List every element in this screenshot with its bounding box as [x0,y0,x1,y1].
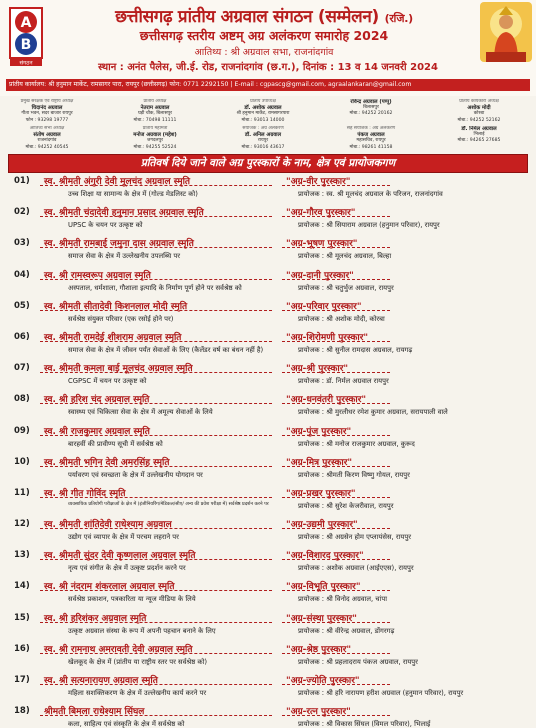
award-item [0,390,536,421]
award-name: श्रीमती बिमला राधेश्याम सिंघल [44,707,145,718]
award-description: उत्कृष्ट अग्रवाल संस्था के रूप में अपनी पहचान बनाने के लिए [68,626,216,635]
page-title: छत्तीसगढ़ प्रांतीय अग्रवाल संगठन (सम्मेलन) (रजि.) [115,7,413,27]
award-title: "अग्र-उद्यमी पुरस्कार" [286,520,358,531]
logo-caption: संगठन [19,60,33,67]
award-title: "अग्र-भूषण पुरस्कार" [286,239,358,250]
award-name-underline [40,559,272,560]
officer-entry [434,126,524,145]
registration-suffix: (रजि.) [384,12,413,25]
award-title: "अग्र-विभूति पुरस्कार" [286,582,361,593]
award-title-underline [282,247,390,248]
award-title: "अग्र-संस्था पुरस्कार" [286,613,357,624]
organization-logo [6,6,46,68]
award-item [0,422,536,453]
award-title: "अग्र-दानी पुरस्कार" [286,270,354,281]
officer-entry [110,99,200,124]
officer-phone: मोबा.: 94255 52524 [133,144,177,150]
header [0,0,536,96]
event-subtitle: छत्तीसगढ़ स्तरीय अष्टम् अग्र अलंकरण समारोह 2024 [139,28,389,43]
award-number: 13) [14,550,30,561]
award-description: समाज सेवा के क्षेत्र में उल्लेखनीय उपलब्धि पर [68,252,180,261]
officer-info: जगदलपुर [146,138,164,144]
award-name-underline [40,684,272,685]
officer-entry [326,99,416,118]
officer-entry [434,99,524,124]
award-name: स्व. श्रीमती भगिन देवी अमरसिंह स्मृति [44,457,170,468]
award-number: 16) [14,643,30,654]
award-item [0,266,536,297]
award-item [0,203,536,234]
officer-name: नेतराम अग्रवाल [140,105,170,112]
award-title: "अग्र-धनवंतरी पुरस्कार" [286,395,367,406]
award-name: स्व. श्री हरिश चंद अग्रवाल स्मृति [44,395,150,406]
venue-line: स्थान : अनंत पैलेस, जी.ई. रोड, राजनांदगांव (छ.ग.), दिनांक : 13 व 14 जनवरी 2024 [98,62,438,73]
award-sponsor: प्रायोजक : श्रीमती किरण विष्णु गोयल, रायपुर [298,470,410,479]
award-name: स्व. श्री रामस्वरूप अग्रवाल स्मृति [44,270,151,281]
award-title: "अग्र-रत्न पुरस्कार" [286,707,351,718]
award-number: 11) [14,487,30,498]
award-title: "अग्र-परिवार पुरस्कार" [286,301,362,312]
award-name-underline [40,466,272,467]
award-sponsor: प्रायोजक : अशोक अग्रवाल (आईएएस), रायपुर [298,564,414,573]
award-name: स्व. श्री सत्यनारायण अग्रवाल स्मृति [44,676,158,686]
award-number: 06) [14,331,30,342]
deity-image [480,2,532,62]
award-item [0,172,536,203]
award-item [0,359,536,390]
officer-name: पंकज अग्रवाल [357,132,385,139]
award-description: UPSC के चयन पर उत्कृष्ट को [68,221,143,230]
award-item [0,702,536,728]
award-title-underline [282,466,390,467]
award-title: "अग्र-श्रेष्ठ पुरस्कार" [286,644,352,655]
award-title-underline [282,622,390,623]
award-sponsor: प्रायोजक : डॉ. निर्मल अग्रवाल रायपुर [298,377,389,386]
officer-entry [110,126,200,151]
award-title-underline [282,435,390,436]
award-name: स्व. श्री नंदराम शंकरलाल अग्रवाल स्मृति [44,582,175,593]
officer-entry [326,126,416,151]
award-title-underline [282,403,390,404]
award-title: "अग्र-श्री पुरस्कार" [286,364,349,375]
award-title-underline [282,715,390,716]
officer-entry [2,126,92,151]
award-number: 15) [14,612,30,623]
award-title-underline [282,185,390,186]
award-title: "अग्र-प्रखर पुरस्कार" [286,488,356,499]
award-item [0,671,536,702]
award-description: नृत्य एवं संगीत के क्षेत्र में उत्कृष्ट प्रदर्शन करने पर [68,564,186,573]
award-item [0,453,536,484]
award-title: "अग्र-वीर पुरस्कार" [286,177,351,187]
award-number: 10) [14,456,30,467]
award-description: समाज सेवा के क्षेत्र में जीवन पर्यंत सेवाओं के लिए (कैलेंडर वर्ष का बंधन नहीं है) [68,345,264,354]
officer-phone: मोबा.: 94265 27685 [457,138,501,144]
award-number: 07) [14,363,30,374]
award-name-underline [40,622,272,623]
award-name-underline [40,403,272,404]
award-name-underline [40,247,272,248]
officer-phone: मोबा.: 98261 41158 [349,144,393,150]
award-title: "अग्र-गौरव पुरस्कार" [286,208,356,219]
award-sponsor: प्रायोजक : श्री हरि नारायण हरीश अग्रवाल (हनुमान परिवार), रायपुर [298,689,464,697]
officer-info: गीता भवन, सदर बाजार रायपुर [21,111,73,117]
award-title-underline [282,653,390,654]
award-description: स्वास्थ्य एवं चिकित्सा सेवा के क्षेत्र में अमूल्य सेवाओं के लिये [68,408,213,417]
officer-phone: मोबा.: 93013 14000 [241,117,285,123]
award-sponsor: प्रायोजक : श्री विनोद अग्रवाल, चांपा [298,595,387,604]
award-title: "अग्र-शिरोमणी पुरस्कार" [286,332,369,343]
award-name: स्व. श्रीमती चंदादेवी हनुमान प्रसाद अग्रवाल स्मृति [44,208,204,219]
award-sponsor: प्रायोजक : श्री अशोक मोदी, कोरबा [298,314,385,323]
award-sponsor: प्रायोजक : श्री सियाराम अग्रवाल (हनुमान परिवार), रायपुर [298,221,440,230]
award-name-underline [40,185,272,186]
award-sponsor: प्रायोजक : श्री मनोज राजकुमार अग्रवाल, कुरूद [298,439,415,448]
award-number: 02) [14,207,30,218]
award-name: स्व. श्री हरिशंकर अग्रवाल स्मृति [44,613,147,624]
award-title-underline [282,590,390,591]
award-description: कला, साहित्य एवं संस्कृति के क्षेत्र में सर्वश्रेष्ठ को [68,720,185,728]
award-item [0,515,536,546]
award-sponsor: प्रायोजक : श्री सुरेश केजरीवाल, रायपुर [298,501,394,510]
award-name-underline [40,216,272,217]
award-item [0,609,536,640]
award-description: CGPSC में चयन पर उत्कृष्ट को [68,377,147,386]
award-name: स्व. श्रीमती अंगुरी देवी मूलचंद अग्रवाल स्मृति [44,177,191,187]
award-item [0,546,536,577]
award-sponsor: प्रायोजक : स्व. श्री मूलचंद अग्रवाल के परिजन, राजनांदगांव [298,190,443,198]
officer-name: चिदानंद अग्रवाल [31,105,63,112]
officer-role: प्रांतीय उपाध्यक्ष [250,99,276,104]
logo-letter-b: B [20,37,32,53]
award-name: स्व. श्रीमती रामदेई शीशराम अग्रवाल स्मृति [44,332,182,343]
officer-name: डॉ. निर्मल अग्रवाल [461,126,497,132]
award-name-underline [40,279,272,280]
officer-info: राजनांदगांव [37,138,57,144]
award-title-underline [282,310,390,311]
award-item [0,328,536,359]
award-sponsor: प्रायोजक : श्री अग्रसेन होम एप्लायंसेस, रायपुर [298,533,412,542]
award-description: सर्वश्रेष्ठ संयुक्त परिवार (एक रसोई होने पर) [68,314,174,323]
award-name: स्व. श्री गीत गोविंद स्मृति [44,488,126,499]
award-item [0,484,536,515]
officer-info: बिलासपुर [363,105,379,111]
award-name-underline [40,715,272,716]
award-name: स्व. श्रीमती कमला बाई मूलचंद अग्रवाल स्मृति [44,364,193,375]
award-sponsor: प्रायोजक : श्री मूलचंद अग्रवाल, बिल्हा [298,252,392,261]
officer-name: डॉ. अनिल अग्रवाल [244,132,282,139]
officer-entry [218,99,308,124]
award-name-underline [40,497,272,498]
award-title: "अग्र-ज्योति पुरस्कार" [286,676,360,686]
officer-info: महासचिव, रायपुर [356,138,386,144]
award-item [0,577,536,608]
officer-name: अशोक मोदी [467,105,491,112]
award-number: 03) [14,238,30,249]
logo-letter-a: A [20,15,32,31]
award-sponsor: प्रायोजक : श्री चतुर्भुज अग्रवाल, रायपुर [298,283,394,292]
award-title-underline [282,684,390,685]
award-name-underline [40,310,272,311]
officer-name: मनोज अग्रवाल (महेश) [133,132,177,139]
officer-entry [218,126,308,151]
award-description: पर्यावरण एवं स्वच्छता के क्षेत्र में उल्लेखनीय योगदान पर [68,470,203,479]
award-number: 17) [14,675,30,685]
award-title: "अग्र-मित्र पुरस्कार" [286,457,353,468]
award-description: खेलकूद के क्षेत्र में (प्रांतीय या राष्ट्रीय स्तर पर सर्वश्रेष्ठ को) [68,657,208,666]
award-title: "अग्र-पुंज पुरस्कार" [286,426,352,437]
officer-name: डॉ. अशोक अग्रवाल [244,105,282,112]
award-name-underline [40,528,272,529]
award-name-underline [40,341,272,342]
officer-role: सह संयोजक : अग्र अलंकरण [346,126,396,131]
award-item [0,234,536,265]
officer-info: भिलाई [473,132,485,138]
officer-info: श्री हनुमान मार्केट, रामसागरपारा [236,111,290,117]
award-title-underline [282,216,390,217]
award-title-underline [282,559,390,560]
officer-info: रायपुर [257,138,269,144]
award-title-underline [282,528,390,529]
award-number: 01) [14,176,30,186]
award-number: 12) [14,519,30,530]
award-sponsor: प्रायोजक : श्री वीरेन्द्र अग्रवाल, डोंगरगढ़ [298,626,395,635]
award-number: 09) [14,425,30,436]
award-sponsor: प्रायोजक : श्री सुनील रामदास अग्रवाल, रायगढ़ [298,345,413,354]
award-title-underline [282,341,390,342]
award-number: 14) [14,581,30,592]
award-title-underline [282,279,390,280]
award-name-underline [40,590,272,591]
award-description: अस्पताल, धर्मशाला, गौशाला इत्यादि के निर्माण पूर्ण होने पर सर्वश्रेष्ठ को [68,283,242,292]
award-name: स्व. श्रीमती सीतादेवी किशनलाल मोदी स्मृति [44,301,188,312]
officer-role: आतिथ्य सभा अध्यक्ष [29,126,65,131]
officer-name: संतोष अग्रवाल [33,132,61,139]
award-item [0,640,536,671]
award-number: 18) [14,706,30,717]
officer-phone: मोबा.: 70498 11111 [133,117,177,123]
officer-name: रविन्द्र अग्रवाल (पप्पू) [350,99,392,105]
award-sponsor: प्रायोजक : श्री प्रहलादराय पंकज अग्रवाल, रायपुर [298,657,418,666]
award-description: व्यवसायिक प्रतियोगी परीक्षाओं के क्षेत्र में (इंजीनियरिंग/मेडिकल/सीए/ अन्य की प्रवेश परीक्षा में) सर्वश्रेष्ठ प्रदर्शन करने पर [68,501,269,507]
award-number: 05) [14,300,30,311]
award-description: उच्च शिक्षा या सामान्य के क्षेत्र में (गोल्ड मेडलिस्ट को) [68,190,198,198]
awards-banner: प्रतिवर्ष दिये जाने वाले अग्र पुरस्कारों के नाम, क्षेत्र एवं प्रायोजकगण [8,154,528,173]
officers-block [0,97,536,153]
award-description: बारहवीं की प्रावीण्य सूची में सर्वश्रेष्ठ को [68,439,163,448]
award-title-underline [282,372,390,373]
award-sponsor: प्रायोजक : श्री मुरलीधर रमेश कुमार अग्रवाल, सरायपाली वाले [298,408,448,417]
officer-role: प्रांतीय अध्यक्ष [143,99,167,104]
officer-role: संयोजक : अग्र अलंकरण [242,126,284,131]
officer-phone: मोबा.: 93016 43617 [241,144,285,150]
officer-info: कोरबा [473,111,485,117]
award-description: सर्वश्रेष्ठ प्रकाशन, पत्रकारिता या न्यूज मीडिया के लिये [68,595,196,604]
officer-entry [2,99,92,124]
officer-phone: मोबा.: 94252 52162 [457,117,501,123]
officer-role: प्रमुख संरक्षक एवं राष्ट्रीय अध्यक्ष [20,99,74,104]
officer-phone: मोबा.: 94252 20162 [349,111,393,117]
officer-role: प्रांतीय महामंत्री [142,126,168,131]
award-name: स्व. श्री रामनाथ अमरावती देवी अग्रवाल स्मृति [44,644,193,655]
office-contact-strip: प्रांतीय कार्यालय: श्री हनुमान मार्केट, रामसागर पारा, रायपुर (छत्तीसगढ़) फोन: 0771 2292150 | E-mail : cgpascg@gmail.com, agraalankaran@gmail.com [6,79,530,91]
award-name: स्व. श्री राजकुमार अग्रवाल स्मृति [44,426,150,437]
award-name: स्व. श्रीमती सुंदर देवी कृष्णलाल अग्रवाल स्मृति [44,551,196,562]
award-title: "अग्र-विशारद पुरस्कार" [286,551,364,562]
award-number: 04) [14,269,30,280]
award-title-underline [282,497,390,498]
award-description: महिला सशक्तिकरण के क्षेत्र में उल्लेखनीय कार्य करने पर [68,689,207,697]
award-sponsor: प्रायोजक : श्री विकास सिंघल (विमल परिवार), भिलाई [298,720,431,728]
award-name-underline [40,435,272,436]
award-name-underline [40,372,272,373]
host-line: आतिथ्य : श्री अग्रवाल सभा, राजनांदगांव [194,47,334,58]
officer-role: प्रांतीय कार्यकारी अध्यक्ष [459,99,499,104]
officer-phone: फोन : 93298 19777 [25,117,69,123]
award-name: स्व. श्रीमती रामबाई जमुना दास अग्रवाल स्मृति [44,239,194,250]
award-item [0,297,536,328]
awards-list [0,172,536,728]
award-description: उद्योग एवं व्यापार के क्षेत्र में परचम लहराने पर [68,533,179,542]
officer-info: घड़ी चौक, बिलासपुर [137,111,173,117]
award-name-underline [40,653,272,654]
officer-phone: मोबा.: 94252 40545 [25,144,69,150]
award-number: 08) [14,394,30,405]
award-name: स्व. श्रीमती शांतिदेवी राधेश्याम अग्रवाल [44,520,172,531]
